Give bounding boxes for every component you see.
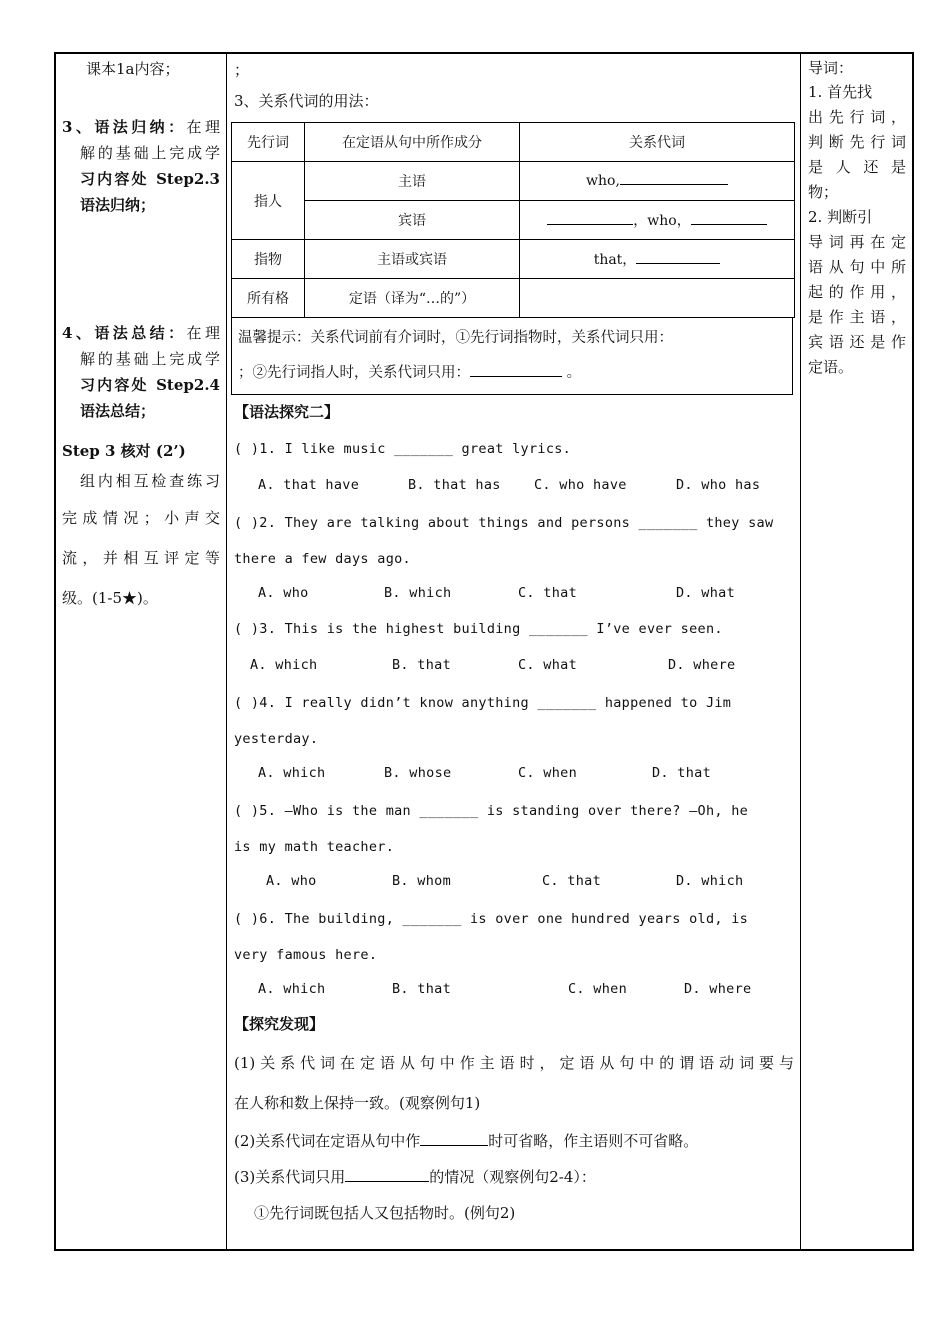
grammar-summary-l3: 习内容处 Step2.4 <box>80 376 220 394</box>
discover-1: (1)关系代词在定语从句中作主语时，定语从句中的谓语动词要与 <box>234 1054 794 1072</box>
tip-box <box>231 318 793 395</box>
guide-title: 导词： <box>808 59 854 77</box>
option-c[interactable]: C. when <box>568 981 627 997</box>
discover-1-cont: 在人称和数上保持一致。(观察例句1) <box>234 1094 481 1112</box>
question-6-cont: very famous here. <box>234 947 378 963</box>
answer-blank[interactable] <box>636 263 720 264</box>
option-d[interactable]: D. that <box>652 765 711 781</box>
option-c[interactable]: C. when <box>518 765 577 781</box>
question-6-options <box>234 971 794 1007</box>
step3-title: Step 3 核对 (2’) <box>62 442 186 460</box>
question-6: ( )6. The building, _______ is over one hundred years old, is <box>234 911 749 927</box>
guide-1e: 物； <box>808 183 839 201</box>
step3-l1: 组内相互检查练习 <box>80 472 220 490</box>
relative-pronoun-table <box>231 122 795 318</box>
option-a[interactable]: A. who <box>266 873 317 889</box>
grammar-induction: 3、语法归纳：在理 <box>62 118 220 136</box>
table-row <box>232 201 795 240</box>
column-divider-right <box>800 52 801 1251</box>
guide-1d: 是人还是 <box>808 158 906 176</box>
question-1: ( )1. I like music _______ great lyrics. <box>234 441 572 457</box>
question-3: ( )3. This is the highest building _______ I’ve ever seen. <box>234 621 723 637</box>
answer-blank[interactable] <box>420 1145 488 1146</box>
question-2-options <box>234 575 794 611</box>
option-d[interactable]: D. who has <box>676 477 761 493</box>
tip-line1: 温馨提示：关系代词前有介词时，①先行词指物时，关系代词只用： <box>238 330 673 346</box>
grammar-induction-l2: 解的基础上完成学 <box>80 144 220 162</box>
cell-that-blank: that， <box>520 240 795 279</box>
usage-title: 3、关系代词的用法： <box>234 92 379 110</box>
cell-subj-obj: 主语或宾语 <box>305 240 520 279</box>
right-column <box>808 56 906 380</box>
discover-2: (2)关系代词在定语从句中作 时可省略，作主语则不可省略。 <box>234 1132 699 1150</box>
left-column <box>60 56 220 618</box>
question-2: ( )2. They are talking about things and persons _______ they saw <box>234 515 774 531</box>
answer-blank[interactable] <box>620 184 728 185</box>
guide-2f: 宾语还是作 <box>808 333 906 351</box>
guide-1a: 1. 首先找 <box>808 83 873 101</box>
discover-title: 【探究发现】 <box>234 1016 325 1033</box>
middle-column <box>234 56 794 1231</box>
cell-person: 指人 <box>232 162 305 240</box>
table-row <box>232 240 795 279</box>
option-a[interactable]: A. which <box>250 657 318 673</box>
option-a[interactable]: A. who <box>258 585 309 601</box>
grammar-summary: 4、语法总结：在理 <box>62 324 220 342</box>
cell-attributive: 定语（译为“…的”） <box>305 279 520 318</box>
table-row <box>232 279 795 318</box>
guide-2b: 导词再在定 <box>808 233 906 251</box>
grammar-summary-l2: 解的基础上完成学 <box>80 350 220 368</box>
answer-blank[interactable] <box>345 1181 429 1182</box>
question-5: ( )5. —Who is the man _______ is standing over there? —Oh, he <box>234 803 749 819</box>
grammar-induction-l3: 习内容处 Step2.3 <box>80 170 220 188</box>
table-row <box>232 123 795 162</box>
option-b[interactable]: B. that <box>392 981 451 997</box>
option-a[interactable]: A. that have <box>258 477 360 493</box>
cell-thing: 指物 <box>232 240 305 279</box>
question-3-options <box>234 647 794 683</box>
question-5-options <box>234 863 794 899</box>
header-antecedent: 先行词 <box>232 123 305 162</box>
guide-2c: 语从句中所 <box>808 258 906 276</box>
option-d[interactable]: D. which <box>676 873 744 889</box>
left-line0: 课本1a内容； <box>86 60 180 78</box>
option-d[interactable]: D. where <box>684 981 752 997</box>
tip-line2: ；②先行词指人时，关系代词只用： 。 <box>238 365 582 381</box>
guide-1c: 判断先行词 <box>808 133 906 151</box>
discover-4: ①先行词既包括人又包括物时。(例句2) <box>254 1204 516 1222</box>
semicolon: ； <box>234 61 250 79</box>
option-c[interactable]: C. who have <box>534 477 627 493</box>
option-d[interactable]: D. where <box>668 657 736 673</box>
answer-blank[interactable] <box>691 224 767 225</box>
option-a[interactable]: A. which <box>258 981 326 997</box>
cell-object-blanks: ，who， <box>520 201 795 240</box>
guide-2d: 起的作用， <box>808 283 906 301</box>
question-4: ( )4. I really didn’t know anything _______ happened to Jim <box>234 695 732 711</box>
answer-blank[interactable] <box>470 376 562 377</box>
option-c[interactable]: C. that <box>542 873 601 889</box>
guide-2g: 定语。 <box>808 358 854 376</box>
question-5-cont: is my math teacher. <box>234 839 395 855</box>
table-row <box>232 162 795 201</box>
option-b[interactable]: B. that <box>392 657 451 673</box>
cell-who-blank: who, <box>520 162 795 201</box>
discover-3: (3)关系代词只用 的情况（观察例句2-4）： <box>234 1168 596 1186</box>
cell-subject: 主语 <box>305 162 520 201</box>
question-4-options <box>234 755 794 791</box>
step3-l4: 级。(1-5★)。 <box>62 589 158 607</box>
option-d[interactable]: D. what <box>676 585 735 601</box>
answer-blank[interactable] <box>547 224 633 225</box>
question-4-cont: yesterday. <box>234 731 319 747</box>
grammar-induction-l4: 语法归纳； <box>80 196 156 214</box>
header-pronoun: 关系代词 <box>520 123 795 162</box>
cell-object: 宾语 <box>305 201 520 240</box>
step3-l3: 流，并相互评定等 <box>62 549 220 567</box>
guide-1b: 出先行词， <box>808 108 906 126</box>
cell-possessive: 所有格 <box>232 279 305 318</box>
question-1-options <box>234 467 794 503</box>
option-c[interactable]: C. that <box>518 585 577 601</box>
option-b[interactable]: B. that has <box>408 477 501 493</box>
guide-2a: 2. 判断引 <box>808 208 873 226</box>
option-a[interactable]: A. which <box>258 765 326 781</box>
cell-possessive-pronoun <box>520 279 795 318</box>
option-b[interactable]: B. whom <box>392 873 451 889</box>
grammar-summary-l4: 语法总结； <box>80 402 156 420</box>
question-2-cont: there a few days ago. <box>234 551 411 567</box>
option-c[interactable]: C. what <box>518 657 577 673</box>
explore-title: 【语法探究二】 <box>234 404 340 421</box>
guide-2e: 是作主语， <box>808 308 906 326</box>
option-b[interactable]: B. whose <box>384 765 452 781</box>
step3-l2: 完成情况；小声交 <box>62 509 220 527</box>
header-function: 在定语从句中所作成分 <box>305 123 520 162</box>
option-b[interactable]: B. which <box>384 585 452 601</box>
column-divider-left <box>226 52 227 1251</box>
